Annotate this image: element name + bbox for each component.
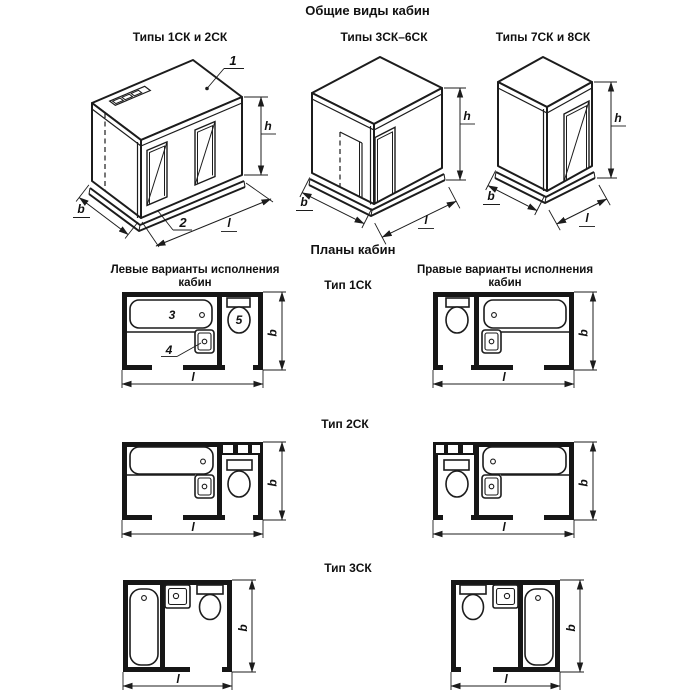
- cistern: [460, 585, 486, 594]
- washbasin: [493, 585, 518, 608]
- plan-2sk-left: [113, 437, 293, 545]
- leader-dot: [205, 87, 209, 91]
- washbasin: [165, 585, 190, 608]
- iso-view-types-3sk-6sk: [285, 48, 480, 243]
- height-dimension: [594, 82, 626, 178]
- toilet-bowl: [463, 595, 484, 620]
- dim-l-label: l: [191, 370, 195, 384]
- bathtub: [483, 447, 569, 475]
- length-dimension: [122, 370, 263, 388]
- dim-h-label: h: [463, 109, 471, 123]
- plan-1sk-right: [424, 287, 604, 395]
- toilet-label: 5: [235, 313, 243, 327]
- view-caption-3: Типы 7СК и 8СК: [495, 30, 591, 44]
- washbasin: [482, 475, 501, 498]
- cistern: [227, 460, 252, 470]
- bathtub: [484, 300, 569, 332]
- toilet: [444, 460, 469, 497]
- dim-b-label: b: [576, 479, 591, 487]
- length-dimension: [123, 672, 232, 690]
- dim-l-label: l: [191, 520, 195, 534]
- dim-b-label: b: [265, 479, 280, 487]
- vent-duct: [463, 445, 473, 453]
- cabin-box: [498, 57, 592, 191]
- door-opening-right: [195, 122, 215, 186]
- type-label-1sk: Тип 1СК: [324, 278, 372, 292]
- toilet-bowl: [228, 471, 250, 497]
- door-opening-left: [147, 142, 167, 206]
- dim-h-label: h: [614, 111, 622, 125]
- iso-view-types-7sk-8sk: [480, 48, 630, 248]
- vent-duct: [436, 445, 444, 453]
- washbasin: [161, 330, 214, 357]
- washbasin: [195, 475, 214, 498]
- plans-title: Планы кабин: [310, 242, 396, 257]
- type-label-2sk: Тип 2СК: [321, 417, 369, 431]
- iso-view-types-1sk-2sk: [55, 50, 290, 260]
- toilet: [446, 298, 469, 333]
- toilet-bowl: [446, 471, 468, 497]
- dim-l-label: l: [227, 216, 231, 230]
- length-dimension: [451, 672, 560, 690]
- plan-3sk-right: [449, 576, 589, 698]
- toilet: [460, 585, 486, 620]
- vent-block: [217, 442, 263, 455]
- vent-duct: [238, 445, 248, 453]
- callout-1-label: 1: [229, 53, 237, 68]
- cistern: [446, 298, 469, 307]
- vent-duct: [223, 445, 233, 453]
- dim-l-label: l: [502, 370, 506, 384]
- washbasin: [482, 330, 501, 353]
- width-dimension: [574, 442, 597, 520]
- washbasin-label: 4: [165, 343, 173, 357]
- dim-b-label: b: [487, 189, 495, 203]
- width-dimension: [263, 292, 286, 370]
- toilet-bowl: [446, 307, 468, 333]
- dim-l-label: l: [504, 672, 508, 686]
- width-dimension: [232, 580, 256, 672]
- right-variants-title: Правые варианты исполнения кабин: [416, 264, 594, 290]
- bathtub: [525, 589, 553, 665]
- dim-h-label: h: [264, 119, 272, 133]
- cistern: [227, 298, 250, 307]
- dim-b-label: b: [265, 329, 280, 337]
- toilet: [227, 298, 250, 333]
- width-dimension: [560, 580, 584, 672]
- vent-duct: [252, 445, 260, 453]
- vent-duct: [448, 445, 458, 453]
- length-dimension: [122, 520, 263, 538]
- length-dimension: [433, 370, 574, 388]
- plan-3sk-left: [121, 576, 261, 698]
- toilet: [227, 460, 252, 497]
- height-dimension: [244, 97, 276, 175]
- dim-b-label: b: [300, 195, 308, 209]
- cistern: [197, 585, 223, 594]
- left-variants-title: Левые варианты исполнения кабин: [110, 264, 280, 290]
- vent-block: [433, 442, 479, 455]
- cistern: [444, 460, 469, 470]
- width-dimension: [263, 442, 286, 520]
- bath-label: 3: [168, 308, 176, 322]
- main-title: Общие виды кабин: [305, 3, 430, 18]
- dim-l-label: l: [502, 520, 506, 534]
- dim-b-label: b: [564, 624, 578, 632]
- width-dimension: [574, 292, 597, 370]
- callout-2-label: 2: [179, 215, 187, 230]
- dim-b-label: b: [576, 329, 591, 337]
- plan-2sk-right: [424, 437, 604, 545]
- toilet-bowl: [200, 595, 221, 620]
- type-label-3sk: Тип 3СК: [324, 561, 372, 575]
- toilet: [197, 585, 223, 620]
- view-caption-2: Типы 3СК–6СК: [340, 30, 428, 44]
- bathtub: [127, 447, 213, 475]
- dim-l-label: l: [424, 213, 428, 227]
- height-dimension: [444, 88, 475, 180]
- dim-b-label: b: [236, 624, 250, 632]
- plan-1sk-left: [113, 287, 293, 395]
- dim-l-label: l: [176, 672, 180, 686]
- length-dimension: [433, 520, 574, 538]
- bathtub: [127, 300, 212, 332]
- dim-b-label: b: [77, 202, 85, 216]
- dim-l-label: l: [585, 211, 589, 225]
- bathtub: [130, 589, 158, 665]
- view-caption-1: Типы 1СК и 2СК: [132, 30, 228, 44]
